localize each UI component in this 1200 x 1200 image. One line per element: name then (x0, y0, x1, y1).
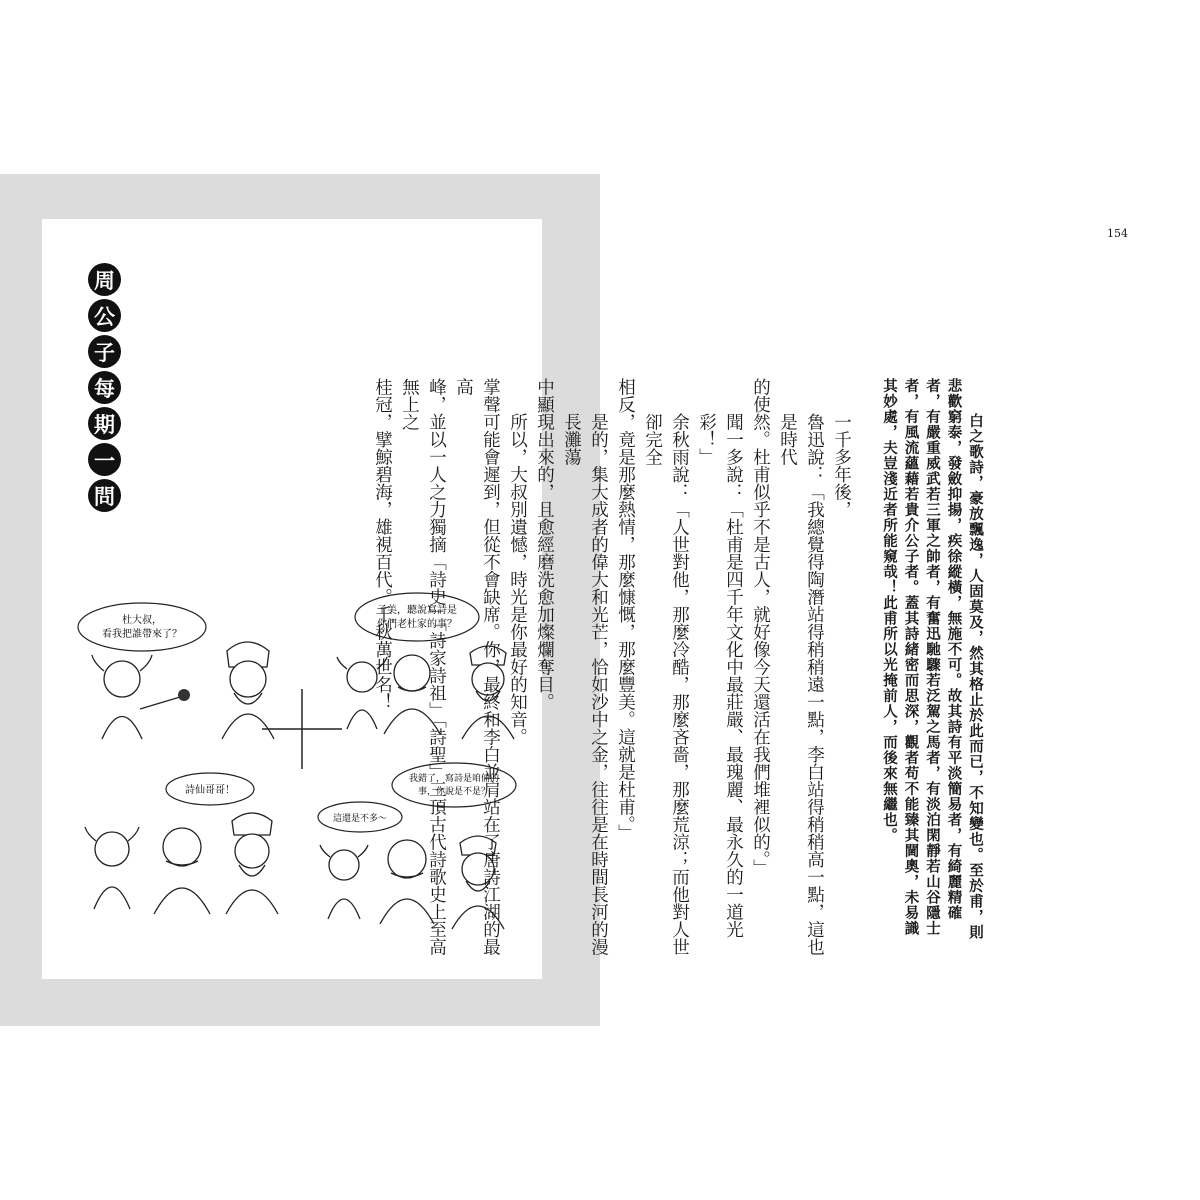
bubble-text: 我錯了，寫詩是咱倆的 (408, 774, 500, 784)
paragraph-thousand-years: 一千多年後， (831, 413, 852, 518)
girl-head (104, 661, 140, 697)
title-badge: 子 (88, 335, 121, 368)
bubble-text: 事，你說是不是？ (417, 787, 491, 797)
title-badge: 公 (88, 299, 121, 332)
title-badge: 一 (88, 443, 121, 476)
bubble-text: 你們老杜家的事？ (377, 619, 457, 630)
paragraph-wen-line: 聞一多說：「杜甫是四千年文化中最莊嚴、最瑰麗、最永久的一道光彩！」 (696, 413, 744, 938)
man-head (230, 661, 266, 697)
microphone-icon (178, 689, 190, 701)
libai-head (163, 828, 201, 866)
quote-line: 者，有風流蘊藉若貴介公子者。蓋其詩緒密而思深，觀者苟不能臻其閫奧，未易識 (902, 378, 920, 936)
bubble-text: 看我把誰帶來了？ (102, 629, 182, 640)
title-badge: 期 (88, 407, 121, 440)
paragraph-yes-line: 是的，集大成者的偉大和光芒，恰如沙中之金，往往是在時間長河的漫長灘蕩 (561, 413, 609, 956)
bubble-text: 子美，聽說寫詩是 (377, 605, 457, 616)
paragraph-so-line: 峰，並以一人之力獨摘「詩史」「詩家詩祖」「詩聖」三頂古代詩歌史上至高無上之 (399, 378, 447, 956)
title-badge: 每 (88, 371, 121, 404)
girl-body (102, 717, 142, 740)
paragraph-yu-line: 相反，竟是那麼熱情，那麼慷慨，那麼豐美。這就是杜甫。」 (615, 378, 636, 842)
paragraph-yu-line: 余秋雨說：「人世對他，那麼冷酷，那麼吝嗇，那麼荒涼；而他對人世卻完全 (642, 413, 690, 956)
man-body (226, 890, 278, 914)
title-badge: 問 (88, 479, 121, 512)
paragraph-luxun-line: 魯迅說：「我總覺得陶潛站得稍稍遠一點，李白站得稍稍高一點，這也是時代 (777, 413, 825, 956)
libai-body (154, 888, 210, 914)
girl-arm (140, 697, 180, 709)
paragraph-luxun-line: 的使然。杜甫似乎不是古人，就好像今天還活在我們堆裡似的。」 (750, 378, 771, 877)
paragraph-so-line: 所以，大叔別遺憾，時光是你最好的知音。 (507, 413, 528, 746)
girl-body (328, 899, 360, 919)
paragraph-so-line: 掌聲可能會遲到，但從不會缺席。你，最終和李白並肩站在了唐詩江湖的最高 (453, 378, 501, 956)
paragraph-yes-line: 中顯現出來的，且愈經磨洗愈加燦爛奪目。 (534, 378, 555, 711)
bubble-text: 這還是不多～ (332, 814, 388, 824)
man-hat (232, 813, 272, 835)
page-number: 154 (1107, 227, 1128, 240)
panel-1 (78, 603, 274, 739)
vertical-body-text (369, 378, 987, 958)
panel-3 (85, 773, 278, 914)
quote-line: 者，有嚴重威武若三軍之帥者，有奮迅馳驟若泛駕之馬者，有淡泊閑靜若山谷隱士 (924, 378, 941, 936)
column-title-badges (88, 263, 122, 512)
quote-line: 白之歌詩，豪放飄逸，人固莫及，然其格止於此而已，不知變也。至於甫，則 (967, 413, 984, 940)
speech-bubble (78, 603, 206, 651)
girl-head (329, 850, 359, 880)
girl-body (94, 887, 130, 909)
title-badge: 周 (88, 263, 121, 296)
girl-head (95, 832, 129, 866)
man-head (235, 834, 269, 868)
quote-line: 其妙處，夫豈淺近者所能窺哉！此甫所以光掩前人，而後來無繼也。 (881, 378, 898, 843)
quote-line: 悲歡窮泰，發斂抑揚，疾徐縱橫，無施不可。故其詩有平淡簡易者，有綺麗精確 (945, 378, 963, 921)
bubble-text: 杜大叔， (122, 615, 162, 626)
man-body (222, 714, 274, 739)
bubble-text: 詩仙哥哥！ (185, 785, 235, 796)
paragraph-so-line: 桂冠，擘鯨碧海，雄視百代。千秋萬世名！ (372, 378, 393, 711)
